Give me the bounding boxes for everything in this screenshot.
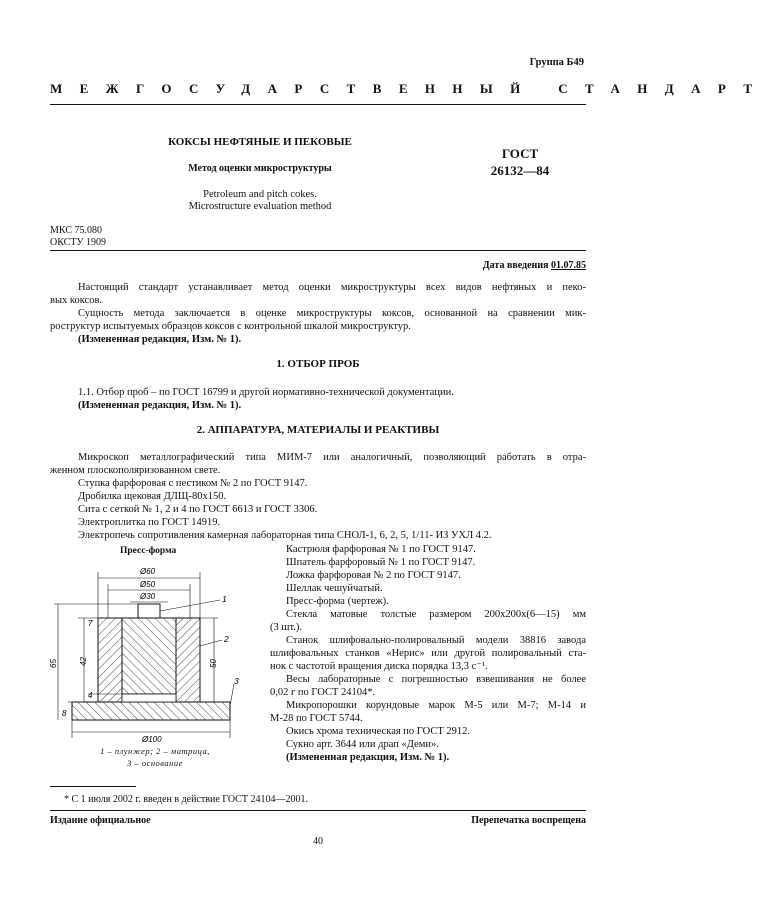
interstate-standard-banner: МЕЖГОСУДАРСТВЕННЫЙ СТАНДАРТ — [50, 81, 769, 96]
dim-h4: 4 — [88, 691, 93, 700]
callout-2: 2 — [224, 634, 229, 644]
intro-p2-line2: роструктур испытуемых образцов коксов с контрольной шкалой микроструктур. — [50, 321, 411, 332]
scales-item-line1: Весы лабораторные с погрешностью взвешивания не более — [286, 674, 586, 685]
base-part — [72, 702, 230, 720]
machine-item-line1: Станок шлифовально-полировальный модели 38816 завода — [286, 635, 586, 646]
glass-item-line1: Стекла матовые толстые размером 200х200х(6—15) мм — [286, 609, 586, 620]
dim-h42: 42 — [79, 657, 88, 666]
microscope-line1: Микроскоп металлографический типа МИМ-7 или аналогичный, позволяющий работать в отра- — [78, 452, 586, 463]
section1-item: 1.1. Отбор проб – по ГОСТ 16799 и другой нормативно-технической документации. — [78, 387, 454, 398]
english-title-line2: Microstructure evaluation method — [188, 201, 332, 212]
machine-item-line2: шлифовальных станков «Нерис» или другой полировальный ста- — [270, 648, 586, 659]
plunger-part — [122, 618, 176, 694]
casserole-item: Кастрюля фарфоровая № 1 по ГОСТ 9147. — [286, 544, 476, 555]
section1-heading: 1. ОТБОР ПРОБ — [276, 358, 360, 370]
chromium-item: Окись хрома техническая по ГОСТ 2912. — [286, 726, 470, 737]
reprint-prohibited: Перепечатка воспрещена — [471, 815, 586, 826]
document-title: КОКСЫ НЕФТЯНЫЕ И ПЕКОВЫЕ — [168, 136, 352, 148]
press-form-drawing — [50, 556, 260, 746]
matrix-left-wall — [98, 618, 122, 702]
dim-d100: Ø100 — [142, 735, 162, 744]
dim-d30: Ø30 — [140, 592, 156, 601]
plunger-head — [138, 604, 160, 618]
english-title-line1: Petroleum and pitch cokes. — [203, 189, 317, 200]
introduction-date-value: 01.07.85 — [551, 260, 586, 271]
crusher-item: Дробилка щековая ДЛЩ-80х150. — [78, 491, 227, 502]
section2-heading: 2. АППАРАТУРА, МАТЕРИАЛЫ И РЕАКТИВЫ — [196, 424, 440, 436]
codes-rule — [50, 250, 586, 251]
dim-h50: 50 — [209, 659, 218, 668]
footnote: * С 1 июля 2002 г. введен в действие ГОСТ 24104—2001. — [64, 794, 308, 805]
introduction-date — [483, 259, 586, 272]
dim-h7: 7 — [88, 619, 93, 628]
callout-1: 1 — [222, 594, 227, 604]
drawing-caption-line1: 1 – плунжер; 2 – матрица, — [100, 746, 210, 756]
dim-h65: 65 — [49, 659, 58, 668]
section1-amendment: (Измененная редакция, Изм. № 1). — [78, 400, 242, 411]
callout-3: 3 — [234, 676, 239, 686]
stove-item: Электроплитка по ГОСТ 14919. — [78, 517, 221, 528]
intro-amendment: (Измененная редакция, Изм. № 1). — [78, 334, 242, 345]
shellac-item: Шеллак чешуйчатый. — [286, 583, 383, 594]
group-label: Группа Б49 — [529, 57, 584, 68]
press-form-item: Пресс-форма (чертеж). — [286, 596, 389, 607]
powders-item-line2: М-28 по ГОСТ 5744. — [270, 713, 363, 724]
right-column-amendment: (Измененная редакция, Изм. № 1). — [286, 752, 450, 763]
intro-p1-line1: Настоящий стандарт устанавливает метод оценки микроструктуры всех видов нефтяных и пеко- — [78, 282, 586, 293]
intro-p1-line2: вых коксов. — [50, 295, 103, 306]
spatula-item: Шпатель фарфоровый № 1 по ГОСТ 9147. — [286, 557, 476, 568]
footnote-rule — [50, 786, 136, 787]
furnace-item: Электропечь сопротивления камерная лабораторная типа СНОЛ-1, 6, 2, 5, 1/11- ИЗ УХЛ 4.2. — [78, 530, 492, 541]
powders-item-line1: Микропорошки корундовые марок М-5 или М-7; М-14 и — [286, 700, 586, 711]
spoon-item: Ложка фарфоровая № 2 по ГОСТ 9147. — [286, 570, 461, 581]
scales-item-line2: 0,02 г по ГОСТ 24104*. — [270, 687, 376, 698]
machine-item-line3: нок с частотой вращения диска порядка 13,3 с⁻¹. — [270, 661, 488, 672]
sieves-item: Сита с сеткой № 1, 2 и 4 по ГОСТ 6613 и ГОСТ 3306. — [78, 504, 318, 515]
intro-p2-line1: Сущность метода заключается в оценке микроструктуры коксов, основанной на сравнении мик- — [78, 308, 586, 319]
dim-d50: Ø50 — [140, 580, 156, 589]
drawing-caption-line2: 3 – основание — [127, 758, 183, 768]
gost-label: ГОСТ — [501, 146, 539, 161]
glass-item-line2: (3 шт.). — [270, 622, 303, 633]
header-rule — [50, 104, 586, 105]
official-edition: Издание официальное — [50, 815, 151, 826]
document-subtitle: Метод оценки микроструктуры — [188, 163, 332, 174]
sample-cavity — [122, 694, 176, 702]
matrix-right-wall — [176, 618, 200, 702]
gost-number: 26132—84 — [490, 163, 550, 178]
introduction-date-label: Дата введения — [482, 260, 549, 271]
footer-rule — [50, 810, 586, 811]
cloth-item: Сукно арт. 3644 или драп «Деми». — [286, 739, 439, 750]
mks-code: МКС 75.080 — [50, 225, 102, 236]
dim-h8: 8 — [62, 709, 67, 718]
drawing-title: Пресс-форма — [120, 546, 177, 556]
microscope-line2: женном плоскополяризованном свете. — [50, 465, 221, 476]
page-number: 40 — [313, 836, 323, 847]
mortar-item: Ступка фарфоровая с пестиком № 2 по ГОСТ 9147. — [78, 478, 308, 489]
oksty-code: ОКСТУ 1909 — [50, 237, 107, 248]
dim-d60: Ø60 — [140, 567, 156, 576]
